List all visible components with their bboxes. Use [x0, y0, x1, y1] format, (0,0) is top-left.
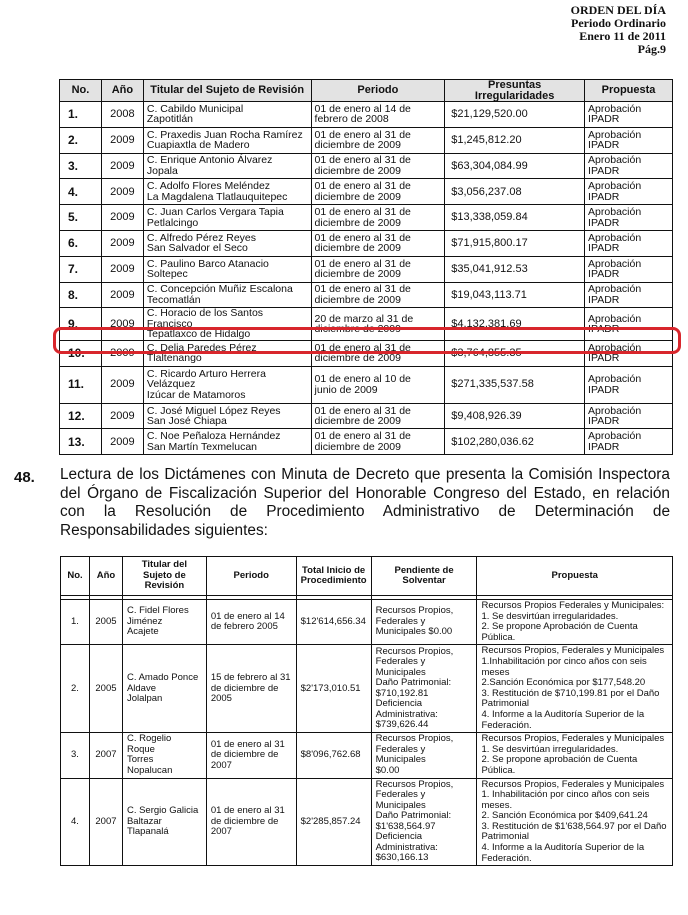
cell-line: 01 de enero al 31	[210, 738, 285, 750]
col-header: Periodo	[311, 80, 445, 102]
cell-line: Patrimonial	[481, 831, 529, 843]
row-titular	[122, 645, 206, 733]
row-year: 2009	[101, 308, 143, 341]
cell-line: diciembre de 2009	[314, 139, 401, 152]
cell-line: $710,192.81	[375, 687, 429, 699]
cell-line: Recursos Propios,	[375, 645, 454, 657]
row-number: 8.	[60, 282, 102, 308]
cell-line: C. Alfredo Pérez Reyes	[146, 231, 257, 244]
row-periodo	[311, 256, 445, 282]
table-row	[60, 205, 673, 231]
row-titular	[122, 600, 206, 645]
row-periodo	[311, 403, 445, 429]
cell-line: Aprobación	[588, 283, 642, 296]
cell-line: C. Rogelio Roque	[126, 733, 172, 755]
table-row	[60, 403, 673, 429]
row-periodo	[206, 733, 296, 778]
row-total: $12'614,656.34	[296, 600, 371, 645]
table-row	[60, 179, 673, 205]
cell-line: Federales y	[375, 656, 426, 668]
cell-line: 01 de enero al 31 de	[314, 180, 411, 193]
cell-line: C. Juan Carlos Vergara Tapia	[146, 206, 284, 219]
cell-line: Recursos Propios,	[375, 778, 454, 790]
col-header: Total Inicio de Procedimiento	[296, 557, 371, 596]
cell-line: 01 de enero al 10 de	[314, 373, 411, 386]
cell-line: Acajete	[126, 626, 159, 638]
row-propuesta	[585, 153, 673, 179]
row-amount: $35,041,912.53	[445, 256, 585, 282]
cell-line: diciembre de 2009	[314, 323, 401, 336]
cell-line: Daño Patrimonial:	[375, 677, 452, 689]
cell-line: diciembre de 2009	[314, 293, 401, 306]
row-amount: $9,408,926.39	[445, 403, 585, 429]
row-year: 2005	[89, 600, 122, 645]
row-pendiente	[371, 600, 477, 645]
cell-line: 4. Informe a la Auditoría Superior de la	[481, 708, 645, 720]
cell-line: Aprobación	[588, 312, 642, 325]
row-periodo	[206, 778, 296, 866]
row-titular	[143, 179, 311, 205]
cell-line: Aprobación	[588, 257, 642, 270]
table-row	[60, 127, 673, 153]
cell-line: Jolalpan	[126, 693, 163, 704]
responsabilidades-table	[60, 556, 673, 866]
cell-line: San Salvador el Seco	[146, 242, 248, 255]
row-number: 9.	[60, 308, 102, 341]
cell-line: IPADR	[588, 190, 620, 203]
row-propuesta	[585, 179, 673, 205]
cell-line: diciembre de 2009	[314, 352, 401, 365]
cell-line: de diciembre de	[210, 682, 279, 694]
cell-line: 01 de enero al 31 de	[314, 430, 411, 443]
cell-line: IPADR	[588, 352, 620, 365]
cell-line: diciembre de 2009	[314, 415, 401, 428]
row-number: 12.	[60, 403, 102, 429]
table-row	[60, 256, 673, 282]
cell-line: IPADR	[588, 164, 620, 177]
row-number: 11.	[60, 366, 102, 403]
col-header: Propuesta	[585, 80, 673, 102]
row-propuesta	[585, 256, 673, 282]
cell-line: meses	[481, 666, 510, 678]
row-amount: $63,304,084.99	[445, 153, 585, 179]
row-propuesta	[477, 778, 673, 866]
col-header: Año	[101, 80, 143, 102]
cell-line: Recursos Propios,	[375, 605, 454, 617]
row-titular	[143, 366, 311, 403]
cell-line: Recursos Propios, Federales y Municipales	[481, 778, 665, 790]
row-year: 2009	[101, 282, 143, 308]
cell-line: Daño Patrimonial:	[375, 810, 452, 822]
row-propuesta	[585, 282, 673, 308]
cell-line: 01 de enero al 31	[210, 805, 285, 817]
cell-line: Aprobación	[588, 180, 642, 193]
cell-line: junio de 2009	[314, 383, 378, 396]
table-header-row	[61, 557, 673, 596]
page-header	[571, 4, 666, 56]
row-periodo	[206, 645, 296, 733]
cell-line: Aprobación	[588, 404, 642, 417]
row-propuesta	[585, 127, 673, 153]
cell-line: Recursos Propios, Federales y Municipales	[481, 645, 665, 657]
cell-line: San Martín Texmelucan	[146, 440, 258, 453]
table-row	[61, 645, 673, 733]
cell-line: $739,626.44	[375, 719, 429, 731]
cell-line: 2005	[210, 693, 232, 704]
row-periodo	[311, 127, 445, 153]
cell-line: IPADR	[588, 216, 620, 229]
row-year: 2007	[89, 733, 122, 778]
row-number: 6.	[60, 230, 102, 256]
row-number: 3.	[61, 733, 90, 778]
cell-line: Federación.	[481, 852, 532, 864]
cell-line: 1. Inhabilitación por cinco años con seis	[481, 789, 650, 801]
cell-line: Municipales $0.00	[375, 626, 453, 638]
row-year: 2009	[101, 429, 143, 455]
row-amount: $1,245,812.20	[445, 127, 585, 153]
cell-line: 01 de enero al 31 de	[314, 404, 411, 417]
cell-line: C. Praxedis Juan Rocha Ramírez	[146, 128, 303, 141]
cell-line: Nopalucan	[126, 764, 173, 776]
cell-line: Torres	[126, 754, 154, 766]
cell-line: 2. Sanción Económica por $409,641.24	[481, 810, 648, 822]
cell-line: 01 de enero al 31 de	[314, 283, 411, 296]
row-amount: $102,280,036.62	[445, 429, 585, 455]
cell-line: IPADR	[588, 268, 620, 281]
cell-line: 15 de febrero al 31	[210, 672, 291, 683]
row-amount: $71,915,800.17	[445, 230, 585, 256]
cell-line: C. Cabildo Municipal	[146, 102, 244, 115]
cell-line: Cuapiaxtla de Madero	[146, 139, 250, 152]
row-number: 2.	[61, 645, 90, 733]
cell-line: Federales y	[375, 789, 426, 801]
cell-line: Municipales	[375, 799, 426, 811]
cell-line: Baltazar	[126, 815, 162, 827]
cell-line: C. Ricardo Arturo Herrera	[146, 367, 266, 380]
table-row	[60, 153, 673, 179]
cell-line: Patrimonial	[481, 698, 529, 710]
cell-line: 01 de enero al 31 de	[314, 257, 411, 270]
cell-line: Jiménez	[126, 615, 163, 627]
cell-line: diciembre de 2009	[314, 268, 401, 281]
col-header: Titular del Sujeto de Revisión	[143, 80, 311, 102]
table-row	[60, 366, 673, 403]
cell-line: Recursos Propios,	[375, 733, 454, 745]
cell-line: $0.00	[375, 764, 400, 776]
cell-line: C. Noe Peñaloza Hernández	[146, 430, 281, 443]
cell-line: C. Enrique Antonio Álvarez	[146, 154, 273, 167]
cell-line: diciembre de 2009	[314, 440, 401, 453]
cell-line: de febrero 2005	[210, 621, 278, 633]
row-periodo	[206, 600, 296, 645]
header-date: Enero 11 de 2011	[579, 29, 666, 43]
row-titular	[143, 205, 311, 231]
cell-line: San José Chiapa	[146, 415, 227, 428]
table-row	[61, 600, 673, 645]
cell-line: 01 de enero al 31 de	[314, 154, 411, 167]
cell-line: IPADR	[588, 323, 620, 336]
cell-line: C. Delia Paredes Pérez	[146, 341, 257, 354]
row-number: 3.	[60, 153, 102, 179]
cell-line: IPADR	[588, 440, 620, 453]
row-number: 5.	[60, 205, 102, 231]
row-titular	[143, 153, 311, 179]
cell-line: C. José Miguel López Reyes	[146, 404, 281, 417]
row-propuesta	[477, 600, 673, 645]
row-year: 2009	[101, 153, 143, 179]
row-year: 2008	[101, 102, 143, 128]
cell-line: Aprobación	[588, 102, 642, 115]
cell-line: 2007	[210, 759, 232, 771]
row-propuesta	[585, 230, 673, 256]
row-periodo	[311, 205, 445, 231]
cell-line: $630,166.13	[375, 852, 429, 864]
cell-line: Aldave	[126, 682, 157, 694]
cell-line: 01 de enero al 31 de	[314, 128, 411, 141]
header-title: ORDEN DEL DÍA	[570, 3, 666, 17]
row-propuesta	[585, 205, 673, 231]
row-pendiente	[371, 645, 477, 733]
row-pendiente	[371, 733, 477, 778]
col-header: Titular del Sujeto de Revisión	[122, 557, 206, 596]
cell-line: 1.Inhabilitación por cinco años con seis	[481, 655, 647, 667]
cell-line: Aprobación	[588, 373, 642, 386]
row-number: 1.	[61, 600, 90, 645]
row-year: 2005	[89, 645, 122, 733]
col-header: No.	[61, 557, 90, 596]
cell-line: Administrativa:	[375, 708, 438, 720]
cell-line: diciembre de 2009	[314, 164, 401, 177]
cell-line: IPADR	[588, 139, 620, 152]
cell-line: Pública.	[481, 631, 516, 643]
cell-line: Tlaltenango	[146, 352, 202, 365]
row-periodo	[311, 179, 445, 205]
cell-line: C. Horacio de los Santos Francisco	[146, 307, 264, 330]
cell-line: Tlapanalá	[126, 826, 169, 838]
revision-table	[59, 79, 673, 455]
cell-line: 01 de enero al 31 de	[314, 206, 411, 219]
header-page: Pág.9	[637, 42, 666, 56]
row-year: 2007	[89, 778, 122, 866]
cell-line: C. Paulino Barco Atanacio	[146, 257, 269, 270]
row-periodo	[311, 282, 445, 308]
cell-line: C. Concepción Muñiz Escalona	[146, 283, 293, 296]
row-titular	[143, 256, 311, 282]
col-header: Periodo	[206, 557, 296, 596]
row-year: 2009	[101, 340, 143, 366]
cell-line: La Magdalena Tlatlauquitepec	[146, 190, 288, 203]
cell-line: C. Sergio Galicia	[126, 805, 199, 817]
row-amount: $3,056,237.08	[445, 179, 585, 205]
row-amount: $3,764,855.35	[445, 340, 585, 366]
row-periodo	[311, 102, 445, 128]
item-number: 48.	[14, 469, 35, 486]
cell-line: Aprobación	[588, 206, 642, 219]
row-titular	[143, 429, 311, 455]
cell-line: 01 de enero al 31 de	[314, 231, 411, 244]
cell-line: 20 de marzo al 31 de	[314, 312, 414, 325]
cell-line: 01 de enero al 31 de	[314, 341, 411, 354]
row-propuesta	[585, 102, 673, 128]
cell-line: IPADR	[588, 293, 620, 306]
row-number: 1.	[60, 102, 102, 128]
row-amount: $4,132,381.69	[445, 308, 585, 341]
row-year: 2009	[101, 230, 143, 256]
row-amount: $271,335,537.58	[445, 366, 585, 403]
row-number: 4.	[60, 179, 102, 205]
row-periodo	[311, 153, 445, 179]
cell-line: Aprobación	[588, 341, 642, 354]
cell-line: 1. Se desvirtúan irregularidades.	[481, 610, 619, 622]
cell-line: Aprobación	[588, 231, 642, 244]
cell-line: diciembre de 2009	[314, 216, 401, 229]
cell-line: Soltepec	[146, 268, 188, 281]
row-titular	[143, 127, 311, 153]
row-propuesta	[477, 645, 673, 733]
row-propuesta	[477, 733, 673, 778]
row-propuesta	[585, 366, 673, 403]
row-year: 2009	[101, 403, 143, 429]
cell-line: 4. Informe a la Auditoría Superior de la	[481, 842, 645, 854]
cell-line: IPADR	[588, 383, 620, 396]
cell-line: febrero de 2008	[314, 113, 389, 126]
row-number: 4.	[61, 778, 90, 866]
cell-line: 3. Restitución de $1'638,564.97 por el Daño	[481, 820, 667, 832]
cell-line: C. Fidel Flores	[126, 605, 189, 617]
cell-line: 01 de enero al 14 de	[314, 102, 411, 115]
row-titular	[122, 778, 206, 866]
row-total: $2'285,857.24	[296, 778, 371, 866]
cell-line: 3. Restitución de $710,199.81 por el Daño	[481, 687, 660, 699]
cell-line: Aprobación	[588, 154, 642, 167]
cell-line: C. Amado Ponce	[126, 672, 199, 683]
table-header-row	[60, 80, 673, 102]
cell-line: Federación.	[481, 719, 532, 731]
table-row	[61, 778, 673, 866]
row-pendiente	[371, 778, 477, 866]
row-periodo	[311, 230, 445, 256]
table-row	[60, 230, 673, 256]
cell-line: Aprobación	[588, 430, 642, 443]
row-number: 2.	[60, 127, 102, 153]
table-row	[60, 102, 673, 128]
cell-line: diciembre de 2009	[314, 190, 401, 203]
cell-line: Tepatlaxco de Hidalgo	[146, 328, 251, 341]
cell-line: Federales y	[375, 615, 426, 627]
cell-line: Zapotitlán	[146, 113, 194, 126]
row-number: 10.	[60, 340, 102, 366]
cell-line: Velázquez	[146, 378, 196, 391]
cell-line: 1. Se desvirtúan irregularidades.	[481, 743, 619, 755]
cell-line: Petlalcingo	[146, 216, 199, 229]
cell-line: meses.	[481, 799, 513, 811]
row-titular	[143, 230, 311, 256]
cell-line: Administrativa:	[375, 841, 438, 853]
table-row	[61, 733, 673, 778]
row-year: 2009	[101, 179, 143, 205]
row-amount: $19,043,113.71	[445, 282, 585, 308]
cell-line: Jopala	[146, 164, 178, 177]
col-header: Propuesta	[477, 557, 673, 596]
row-year: 2009	[101, 127, 143, 153]
col-header: No.	[60, 80, 102, 102]
row-periodo	[311, 366, 445, 403]
header-period: Periodo Ordinario	[571, 16, 666, 30]
cell-line: IPADR	[588, 242, 620, 255]
cell-line: 2007	[210, 826, 232, 838]
row-amount: $13,338,059.84	[445, 205, 585, 231]
row-year: 2009	[101, 205, 143, 231]
row-number: 13.	[60, 429, 102, 455]
col-header: Pendiente de Solventar	[371, 557, 477, 596]
row-year: 2009	[101, 366, 143, 403]
cell-line: Federales y	[375, 743, 426, 755]
row-titular	[122, 733, 206, 778]
cell-line: 2. Se propone Aprobación de Cuenta	[481, 621, 638, 633]
table-row	[60, 282, 673, 308]
row-highlight-circle	[53, 327, 681, 354]
item-text: Lectura de los Dictámenes con Minuta de Decreto que presenta la Comisión Inspectora del Órgano de Fiscalización Superior del Honorable Congreso del Estado, en relación con la Resolución de Procedimiento Administrativo de Determinación de Responsabilidades siguientes:	[60, 466, 670, 539]
cell-line: C. Adolfo Flores Meléndez	[146, 180, 271, 193]
row-titular	[143, 282, 311, 308]
cell-line: IPADR	[588, 113, 620, 126]
cell-line: Deficiencia	[375, 698, 423, 710]
row-number: 7.	[60, 256, 102, 282]
row-total: $2'173,010.51	[296, 645, 371, 733]
cell-line: Aprobación	[588, 128, 642, 141]
row-amount: $21,129,520.00	[445, 102, 585, 128]
row-titular	[143, 102, 311, 128]
cell-line: 2. Se propone aprobación de Cuenta	[481, 754, 638, 766]
row-propuesta	[585, 403, 673, 429]
cell-line: diciembre de 2009	[314, 242, 401, 255]
cell-line: Recursos Propios, Federales y Municipales	[481, 733, 665, 745]
table-row	[60, 429, 673, 455]
col-header: Año	[89, 557, 122, 596]
cell-line: de diciembre de	[210, 815, 279, 827]
row-total: $8'096,762.68	[296, 733, 371, 778]
cell-line: 2.Sanción Económica por $177,548.20	[481, 677, 646, 689]
cell-line: Municipales	[375, 754, 426, 766]
row-titular	[143, 403, 311, 429]
row-propuesta	[585, 429, 673, 455]
row-year: 2009	[101, 256, 143, 282]
cell-line: $1'638,564.97	[375, 820, 436, 832]
cell-line: Recursos Propios Federales y Municipales:	[481, 600, 665, 611]
cell-line: Deficiencia	[375, 831, 423, 843]
row-periodo	[311, 429, 445, 455]
cell-line: Pública.	[481, 764, 516, 776]
cell-line: 01 de enero al 14	[210, 610, 285, 622]
cell-line: Izúcar de Matamoros	[146, 388, 246, 401]
cell-line: IPADR	[588, 415, 620, 428]
cell-line: Municipales	[375, 666, 426, 678]
cell-line: de diciembre de	[210, 749, 279, 761]
col-header: Presuntas Irregularidades	[445, 80, 585, 102]
cell-line: Tecomatlán	[146, 293, 201, 306]
